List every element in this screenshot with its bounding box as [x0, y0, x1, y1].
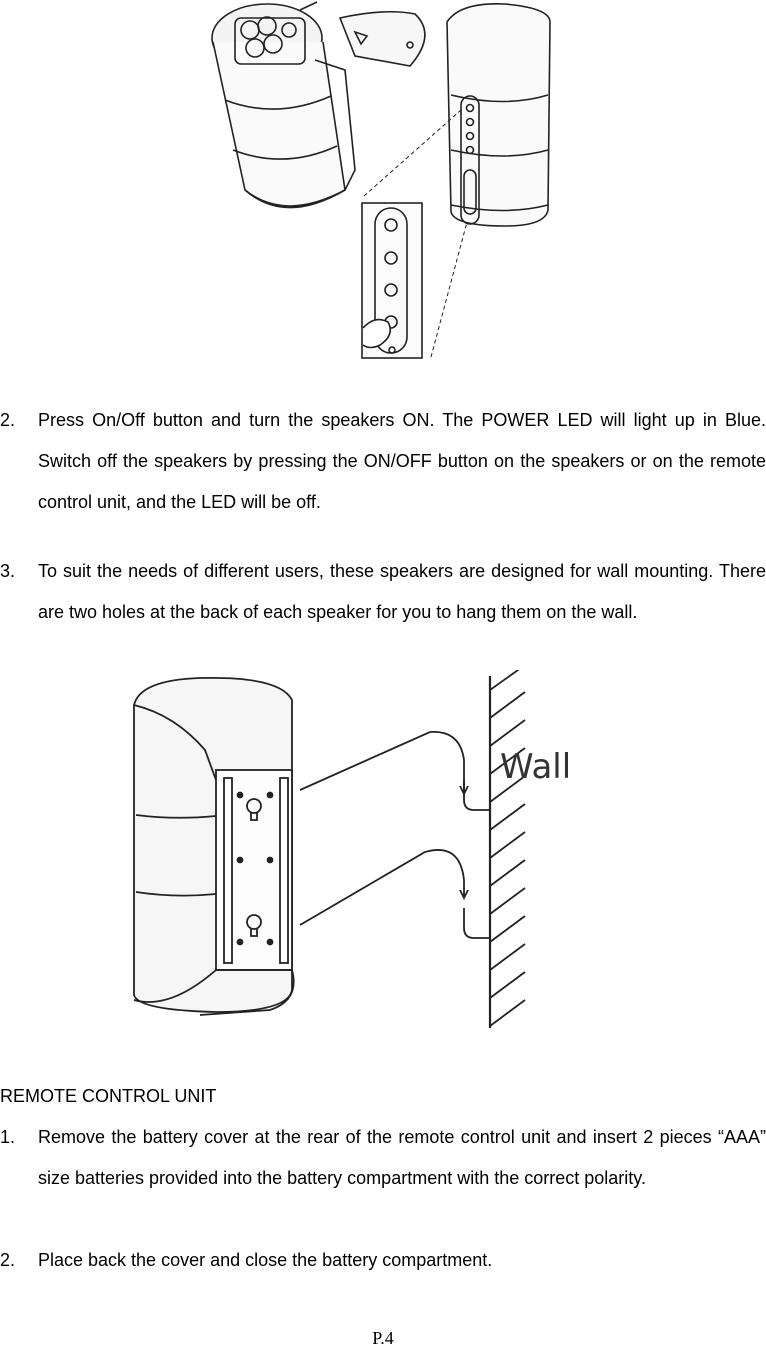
- wall-label: Wall: [500, 747, 572, 787]
- page-number: P.4: [372, 1328, 394, 1348]
- item-text: Remove the battery cover at the rear of the remote control unit and insert 2 pieces “AAA” size batteries provided into the battery compartment with the correct polarity.: [38, 1127, 766, 1188]
- item-text: Place back the cover and close the battery compartment.: [38, 1250, 493, 1270]
- item-text: Press On/Off button and turn the speakers ON. The POWER LED will light up in Blue. Switch off the speakers by pressing the ON/OFF button on the speakers or on the remote control unit, and the LED will be off.: [38, 410, 766, 512]
- item-text: To suit the needs of different users, these speakers are designed for wall mounting. There are two holes at the back of each speaker for you to hang them on the wall.: [38, 561, 766, 622]
- speaker-buttons-illustration: [205, 0, 560, 365]
- item-number: 2.: [0, 1250, 16, 1270]
- item-number: 2.: [0, 410, 16, 430]
- wall-mount-illustration: [120, 670, 600, 1032]
- item-number: 1.: [0, 1127, 16, 1147]
- item-number: 3.: [0, 561, 16, 581]
- section-heading: REMOTE CONTROL UNIT: [0, 1086, 217, 1106]
